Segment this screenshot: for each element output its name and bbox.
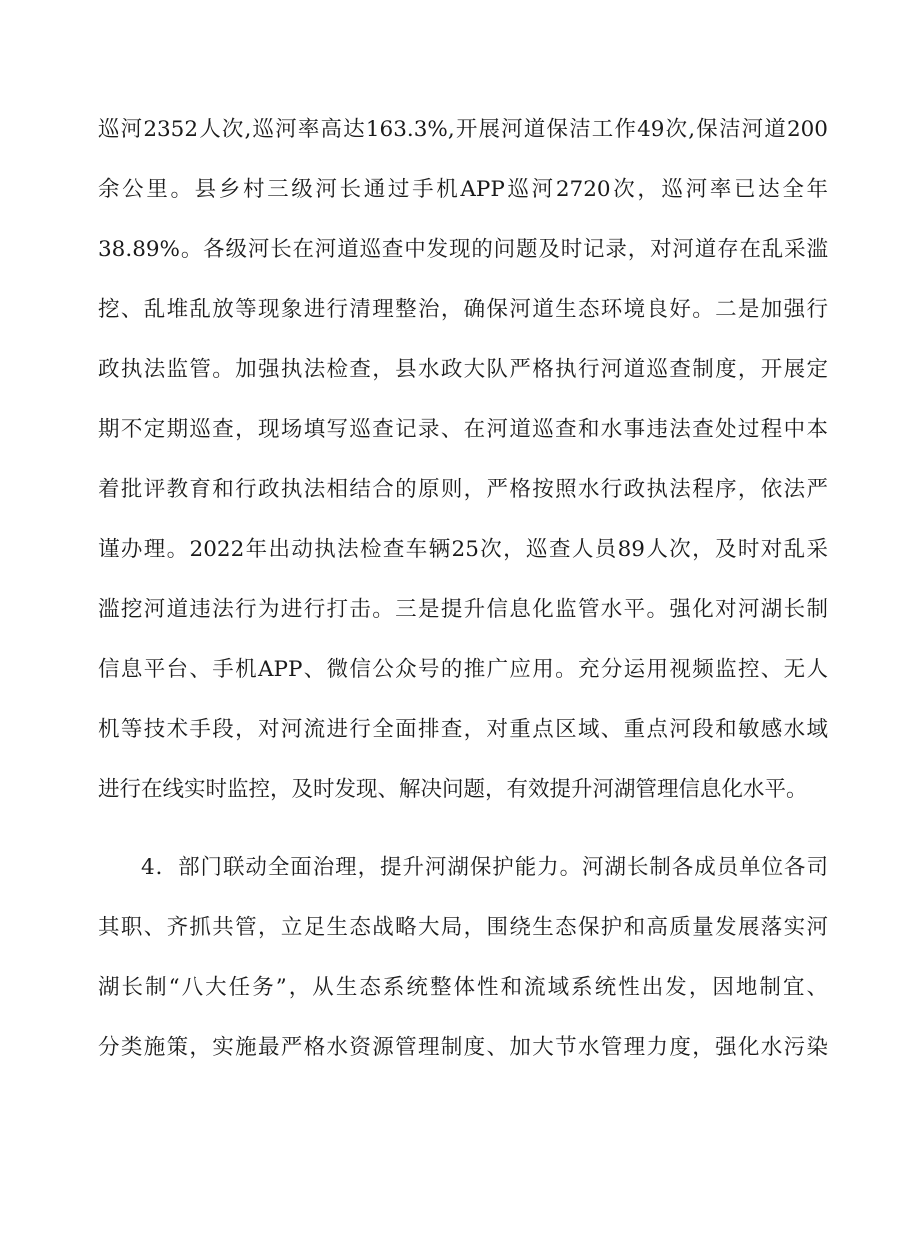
paragraph-line: 期不定期巡查，现场填写巡查记录、在河道巡查和水事违法查处过程中本 (98, 417, 828, 442)
paragraph-line: 余公里。县乡村三级河长通过手机APP巡河2720次，巡河率已达全年 (98, 177, 828, 202)
paragraph-line: 分类施策，实施最严格水资源管理制度、加大节水管理力度，强化水污染 (98, 1035, 828, 1060)
paragraph-line: 着批评教育和行政执法相结合的原则，严格按照水行政执法程序，依法严 (98, 477, 828, 502)
paragraph-line: 湖长制“八大任务”，从生态系统整体性和流域系统性出发，因地制宜、 (98, 975, 828, 1000)
paragraph-line: 挖、乱堆乱放等现象进行清理整治，确保河道生态环境良好。二是加强行 (98, 297, 828, 322)
paragraph-line: 巡河2352人次,巡河率高达163.3%,开展河道保洁工作49次,保洁河道200 (98, 117, 828, 142)
paragraph-line: 谨办理。2022年出动执法检查车辆25次，巡查人员89人次，及时对乱采 (98, 537, 828, 562)
paragraph-line: 进行在线实时监控，及时发现、解决问题，有效提升河湖管理信息化水平。 (98, 777, 808, 802)
paragraph-line: 政执法监管。加强执法检查，县水政大队严格执行河道巡查制度，开展定 (98, 357, 828, 382)
paragraph-line: 滥挖河道违法行为进行打击。三是提升信息化监管水平。强化对河湖长制 (98, 597, 828, 622)
paragraph-line: 38.89%。各级河长在河道巡查中发现的问题及时记录，对河道存在乱采滥 (98, 237, 828, 262)
paragraph-line: 信息平台、手机APP、微信公众号的推广应用。充分运用视频监控、无人 (98, 657, 828, 682)
paragraph-line: 其职、齐抓共管，立足生态战略大局，围绕生态保护和高质量发展落实河 (98, 915, 828, 940)
paragraph-line: 机等技术手段，对河流进行全面排查，对重点区域、重点河段和敏感水域 (98, 717, 828, 742)
paragraph-line: 4．部门联动全面治理，提升河湖保护能力。河湖长制各成员单位各司 (141, 855, 828, 880)
